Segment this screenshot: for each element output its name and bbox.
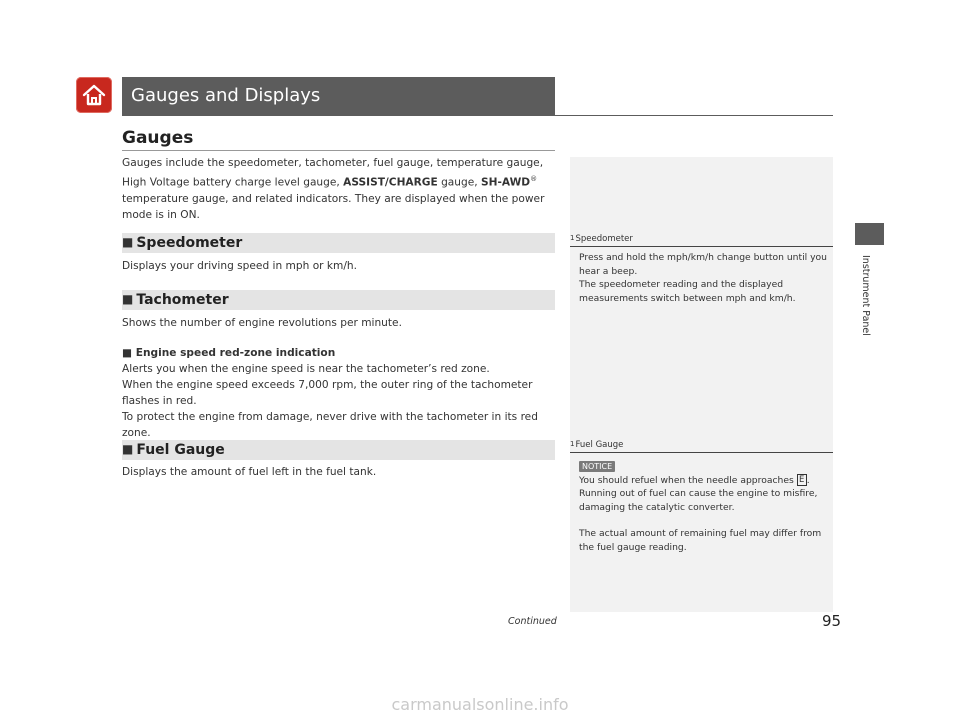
reference-marker: 1 — [570, 234, 575, 242]
note-fuel-line-2: Running out of fuel can cause the engine to misfire, damaging the catalytic converter. — [579, 488, 818, 513]
note-fuel-body — [579, 460, 829, 554]
note-fuel-line-3: The actual amount of remaining fuel may differ from the fuel gauge reading. — [579, 528, 822, 553]
header-rule — [122, 115, 833, 116]
sh-awd-label: SH-AWD — [481, 176, 531, 189]
redzone-heading — [122, 345, 335, 361]
chapter-tab[interactable] — [855, 223, 884, 245]
note-fuel-refuel — [579, 474, 829, 488]
section-title: Gauges — [122, 128, 194, 148]
fuel-gauge-description: Displays the amount of fuel left in the fuel tank. — [122, 466, 377, 478]
section-rule — [122, 150, 555, 151]
redzone-line-2: When the engine speed exceeds 7,000 rpm, the outer ring of the tachometer flashes in red. — [122, 379, 533, 407]
speedometer-heading-bar — [122, 233, 555, 253]
note-speedometer-title: Speedometer — [575, 234, 633, 244]
note-fuel-refuel-end: . — [806, 474, 810, 486]
tachometer-description: Shows the number of engine revolutions per minute. — [122, 317, 402, 329]
note-fuel-title: Fuel Gauge — [575, 440, 624, 450]
speedometer-heading: Speedometer — [136, 235, 243, 251]
note-speedometer-line-1: Press and hold the mph/km/h change button until you hear a beep. — [579, 252, 827, 277]
registered-mark: ® — [530, 175, 538, 183]
intro-text-1: Gauges include the speedometer, tachometer, fuel gauge, temperature gauge, High Voltage battery charge level gauge, — [122, 157, 544, 189]
intro-text-3: temperature gauge, and related indicators. They are displayed when the power mode is in ON. — [122, 192, 545, 221]
fuel-gauge-heading-bar — [122, 440, 555, 460]
tachometer-heading-bar — [122, 290, 555, 310]
square-bullet: ■ — [122, 292, 134, 306]
chapter-tab-label: Instrument Panel — [860, 255, 871, 336]
note-fuel-refuel-text: You should refuel when the needle approaches — [579, 474, 797, 486]
fuel-gauge-heading: Fuel Gauge — [136, 442, 225, 458]
tachometer-heading: Tachometer — [136, 292, 229, 308]
intro-paragraph — [122, 155, 562, 223]
fuel-empty-symbol: E — [797, 474, 807, 486]
reference-marker: 1 — [570, 440, 575, 448]
redzone-heading-text: Engine speed red-zone indication — [135, 347, 336, 359]
redzone-line-1: Alerts you when the engine speed is near the tachometer’s red zone. — [122, 363, 490, 375]
redzone-body — [122, 361, 562, 441]
redzone-line-3: To protect the engine from damage, never drive with the tachometer in its red zone. — [122, 411, 538, 439]
square-bullet: ■ — [122, 442, 134, 456]
watermark: carmanualsonline.info — [391, 695, 569, 714]
continued-label: Continued — [508, 616, 557, 627]
note-speedometer-line-2: The speedometer reading and the displayed measurements switch between mph and km/h. — [579, 279, 796, 304]
assist-charge-label: ASSIST/CHARGE — [343, 176, 438, 189]
notice-badge: NOTICE — [579, 461, 615, 472]
square-bullet: ■ — [122, 235, 134, 249]
home-icon — [81, 82, 107, 108]
note-speedometer-body — [579, 251, 829, 305]
chapter-title: Gauges and Displays — [122, 77, 555, 115]
home-button[interactable] — [76, 77, 112, 113]
note-fuel-heading — [570, 440, 833, 453]
page-number: 95 — [822, 612, 842, 630]
note-speedometer-heading — [570, 234, 833, 247]
intro-text-2: gauge, — [437, 176, 481, 189]
square-bullet: ■ — [122, 347, 133, 359]
speedometer-description: Displays your driving speed in mph or km/h. — [122, 260, 357, 272]
